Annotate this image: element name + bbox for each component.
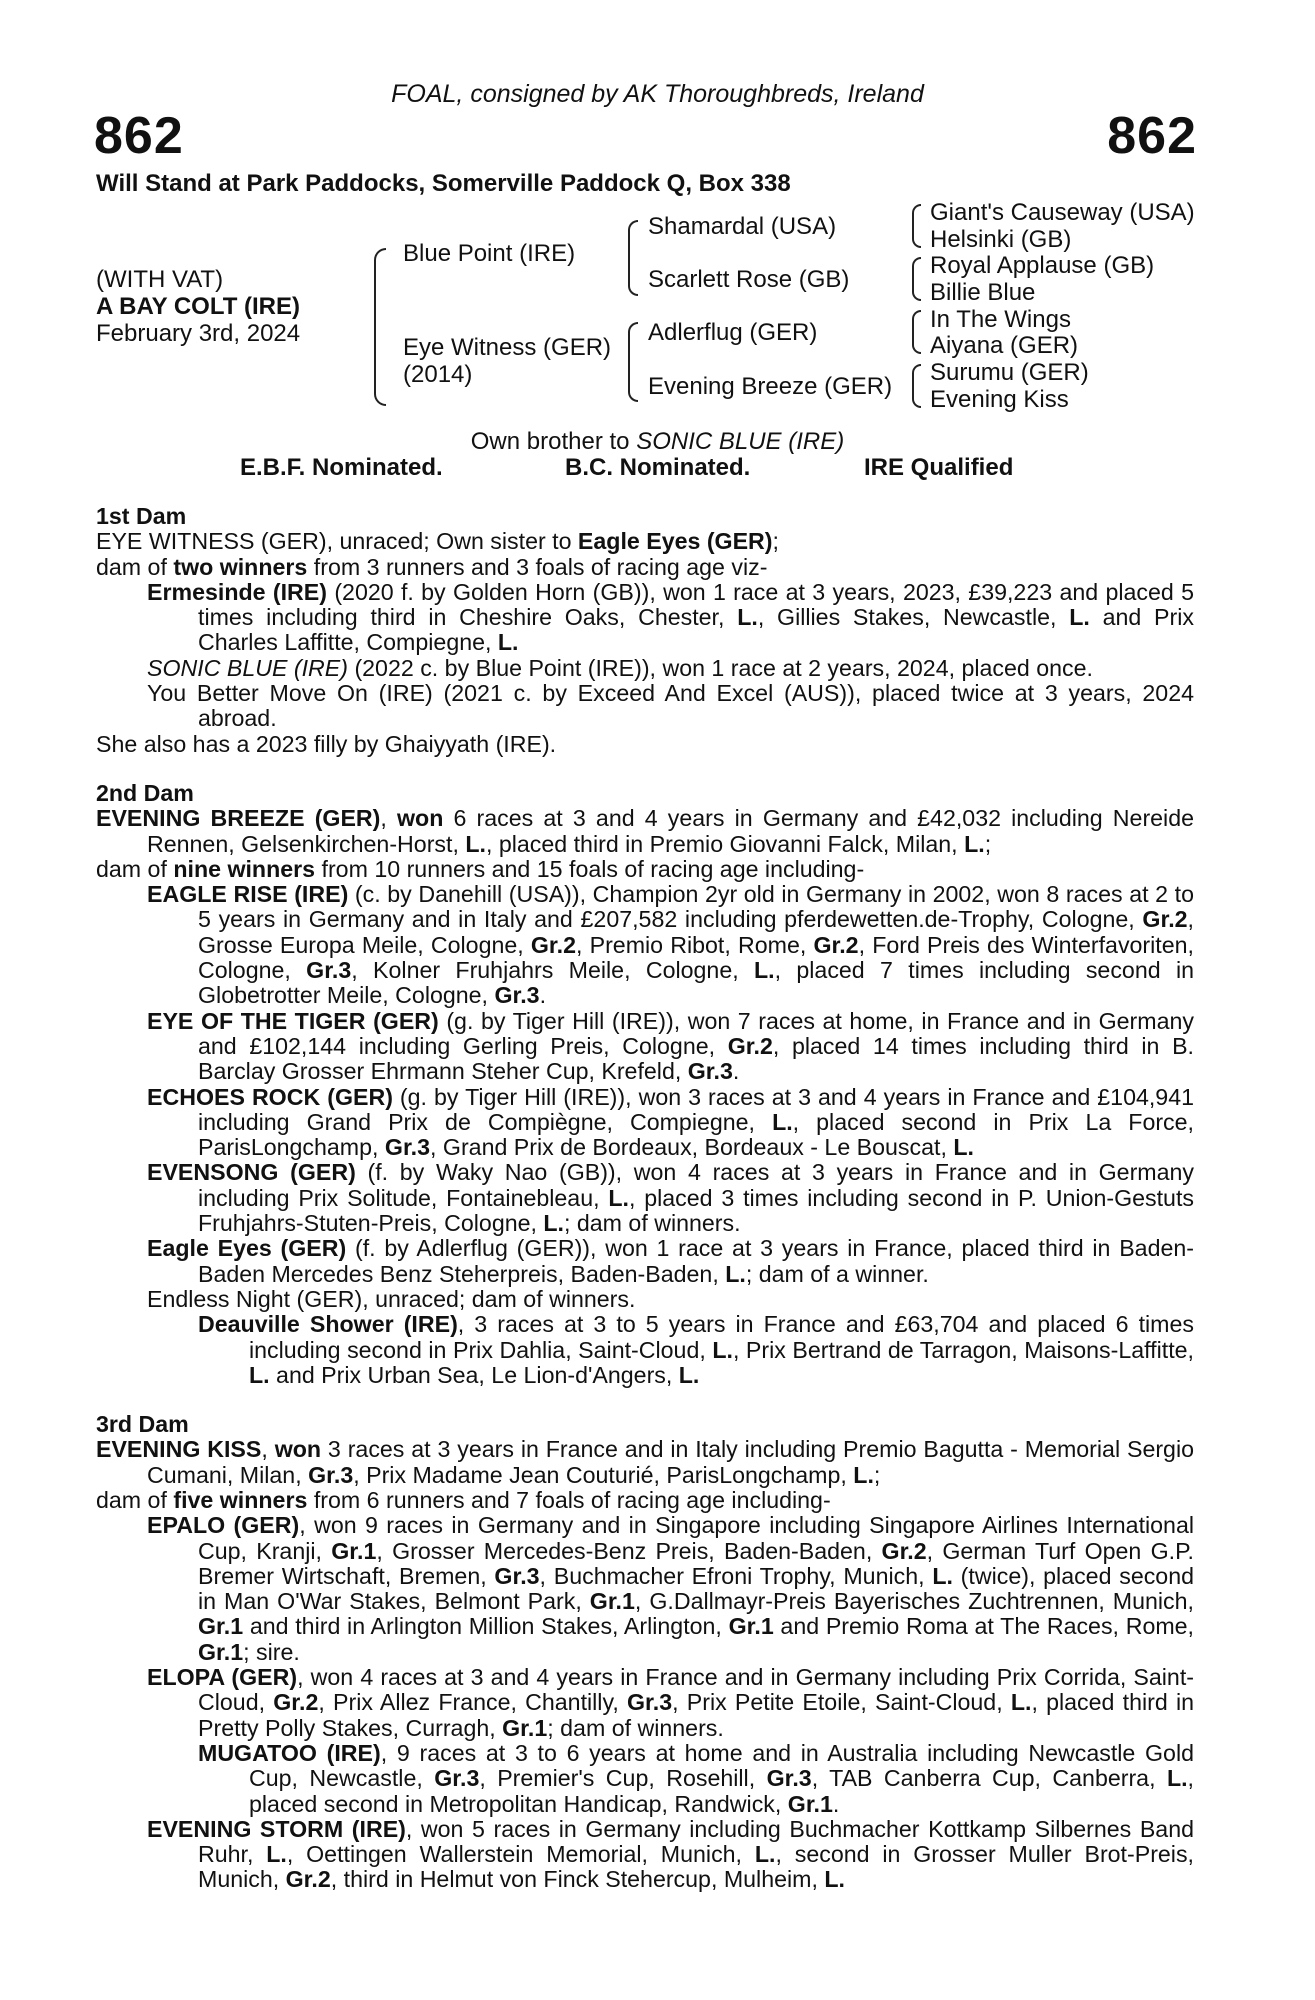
produce-deauville-shower: Deauville Shower (IRE), 3 races at 3 to 5 years in France and £63,704 and placed 6 times including second in Prix Dahlia, Saint-Cloud, L., Prix Bertrand de Tarragon, Maisons-Laffitte, L. and Prix Urban Sea, Le Lion-d'Angers, L. — [198, 1311, 1194, 1388]
ancestor-g3-6: Aiyana (GER) — [930, 332, 1079, 359]
consignor-line: FOAL, consigned by AK Thoroughbreds, Ireland — [391, 80, 924, 108]
produce-evensong: EVENSONG (GER) (f. by Waky Nao (GB)), won 4 races at 3 years in France and in Germany including Prix Solitude, Fontainebleau, L., placed 3 times including second in P. Union-Gestuts Fruhjahrs-Stuten-Preis, Cologne, L.; dam of winners. — [147, 1159, 1195, 1237]
produce-ermesinde: Ermesinde (IRE) (2020 f. by Golden Horn (GB)), won 1 race at 3 years, 2023, £39,223 and placed 5 times including third in Cheshire Oaks, Chester, L., Gillies Stakes, Newcastle, L. and Prix Charles Laffitte, Compiegne, L. — [147, 578, 1194, 656]
first-dam-tail: She also has a 2023 filly by Ghaiyyath (IRE). — [96, 730, 557, 757]
dam-year: (2014) — [403, 361, 473, 388]
second-dam-heading: 2nd Dam — [96, 779, 194, 806]
ancestor-g3-8: Evening Kiss — [930, 386, 1069, 413]
first-dam-produce-summary: dam of two winners from 3 runners and 3 foals of racing age viz- — [96, 553, 768, 580]
third-dam-produce-summary: dam of five winners from 6 runners and 7 foals of racing age including- — [96, 1486, 831, 1513]
lot-number-left: 862 — [94, 107, 184, 165]
horse-name: A BAY COLT (IRE) — [96, 293, 301, 320]
produce-sonic-blue: SONIC BLUE (IRE) (2022 c. by Blue Point (IRE)), won 1 race at 2 years, 2024, placed once. — [147, 654, 1093, 681]
foaling-date: February 3rd, 2024 — [96, 320, 301, 347]
brace-sire-line — [628, 220, 638, 296]
sire-dam: Scarlett Rose (GB) — [648, 266, 850, 293]
ancestor-g3-3: Royal Applause (GB) — [930, 252, 1155, 279]
vat-note: (WITH VAT) — [96, 266, 224, 293]
brace-g3-4 — [912, 364, 921, 408]
ancestor-g3-7: Surumu (GER) — [930, 359, 1089, 386]
sire: Blue Point (IRE) — [403, 240, 576, 267]
brace-g3-1 — [912, 204, 921, 248]
ebf-nomination: E.B.F. Nominated. — [240, 454, 443, 481]
brace-g3-3 — [912, 310, 921, 354]
produce-echoes-rock: ECHOES ROCK (GER) (g. by Tiger Hill (IRE)), won 3 races at 3 and 4 years in France and £104,941 including Grand Prix de Compiègne, Compiegne, L., placed second in Prix La Force, ParisLongchamp, Gr.3, Grand Prix de Bordeaux, Bordeaux - Le Bouscat, L. — [147, 1083, 1194, 1161]
brace-g3-2 — [912, 257, 921, 301]
ancestor-g3-2: Helsinki (GB) — [930, 226, 1072, 253]
second-dam-line: EVENING BREEZE (GER), won 6 races at 3 and 4 years in Germany and £42,032 including Nereide Rennen, Gelsenkirchen-Horst, L., placed third in Premio Giovanni Falck, Milan, L.; — [96, 805, 1195, 857]
ire-qualified: IRE Qualified — [864, 454, 1014, 481]
first-dam-line: EYE WITNESS (GER), unraced; Own sister to Eagle Eyes (GER); — [96, 528, 779, 555]
produce-eye-of-the-tiger: EYE OF THE TIGER (GER) (g. by Tiger Hill (IRE)), won 7 races at home, in France and in Germany and £102,144 including Gerling Preis, Cologne, Gr.2, placed 14 times including third in B. Barclay Grosser Ehrmann Steher Cup, Krefeld, Gr.3. — [147, 1007, 1194, 1085]
own-brother-note: Own brother to SONIC BLUE (IRE) — [470, 428, 845, 455]
dam: Eye Witness (GER) — [403, 334, 612, 361]
produce-mugatoo: MUGATOO (IRE), 9 races at 3 to 6 years at home and in Australia including Newcastle Gold Cup, Newcastle, Gr.3, Premier's Cup, Rosehill, Gr.3, TAB Canberra Cup, Canberra, L., placed second in Metropolitan Handicap, Randwick, Gr.1. — [198, 1739, 1194, 1817]
catalogue-body — [96, 504, 1194, 1893]
produce-elopa: ELOPA (GER), won 4 races at 3 and 4 years in France and in Germany including Prix Corrida, Saint-Cloud, Gr.2, Prix Allez France, Chantilly, Gr.3, Prix Petite Etoile, Saint-Cloud, L., placed third in Pretty Polly Stakes, Curragh, Gr.1; dam of winners. — [147, 1664, 1194, 1741]
dam-dam: Evening Breeze (GER) — [648, 373, 893, 400]
produce-eagle-rise: EAGLE RISE (IRE) (c. by Danehill (USA)), Champion 2yr old in Germany in 2002, won 8 races at 2 to 5 years in Germany and in Italy and £207,582 including pferdewetten.de-Trophy, Cologne, Gr.2, Grosse Europa Meile, Cologne, Gr.2, Premio Ribot, Rome, Gr.2, Ford Preis des Winterfavoriten, Cologne, Gr.3, Kolner Fruhjahrs Meile, Cologne, L., placed 7 times including second in Globetrotter Meile, Cologne, Gr.3. — [147, 881, 1194, 1009]
bc-nomination: B.C. Nominated. — [565, 454, 751, 481]
ancestor-g3-1: Giant's Causeway (USA) — [930, 199, 1195, 226]
produce-epalo: EPALO (GER), won 9 races in Germany and in Singapore including Singapore Airlines International Cup, Kranji, Gr.1, Grosser Mercedes-Benz Preis, Baden-Baden, Gr.2, German Turf Open G.P. Bremer Wirtschaft, Bremen, Gr.3, Buchmacher Efroni Trophy, Munich, L. (twice), placed second in Man O'War Stakes, Belmont Park, Gr.1, G.Dallmayr-Preis Bayerisches Zuchtrennen, Munich, Gr.1 and third in Arlington Million Stakes, Arlington, Gr.1 and Premio Roma at The Races, Rome, Gr.1; sire. — [147, 1512, 1195, 1665]
dam-sire: Adlerflug (GER) — [648, 319, 818, 346]
third-dam-heading: 3rd Dam — [96, 1411, 189, 1438]
second-dam-produce-summary: dam of nine winners from 10 runners and 15 foals of racing age including- — [96, 855, 865, 882]
produce-evening-storm: EVENING STORM (IRE), won 5 races in Germany including Buchmacher Kottkamp Silbernes Band Ruhr, L., Oettingen Wallerstein Memorial, Munich, L., second in Grosser Muller Brot-Preis, Munich, Gr.2, third in Helmut von Finck Stehercup, Mulheim, L. — [147, 1815, 1194, 1893]
ancestor-g3-5: In The Wings — [930, 306, 1071, 333]
produce-you-better-move-on: You Better Move On (IRE) (2021 c. by Exceed And Excel (AUS)), placed twice at 3 years, 2024 abroad. — [147, 680, 1194, 732]
produce-endless-night: Endless Night (GER), unraced; dam of winners. — [147, 1285, 636, 1312]
produce-eagle-eyes: Eagle Eyes (GER) (f. by Adlerflug (GER)), won 1 race at 3 years in France, placed third in Baden-Baden Mercedes Benz Steherpreis, Baden-Baden, L.; dam of a winner. — [147, 1235, 1194, 1287]
stand-location: Will Stand at Park Paddocks, Somerville Paddock Q, Box 338 — [96, 170, 791, 197]
sire-sire: Shamardal (USA) — [648, 213, 837, 240]
third-dam-line: EVENING KISS, won 3 races at 3 years in France and in Italy including Premio Bagutta - Memorial Sergio Cumani, Milan, Gr.3, Prix Madame Jean Couturié, ParisLongchamp, L.; — [96, 1436, 1195, 1488]
first-dam-heading: 1st Dam — [96, 503, 187, 529]
brace-dam-line — [628, 322, 638, 402]
ancestor-g3-4: Billie Blue — [930, 279, 1036, 306]
lot-number-right: 862 — [1107, 107, 1197, 165]
brace-generation-1 — [374, 248, 386, 406]
